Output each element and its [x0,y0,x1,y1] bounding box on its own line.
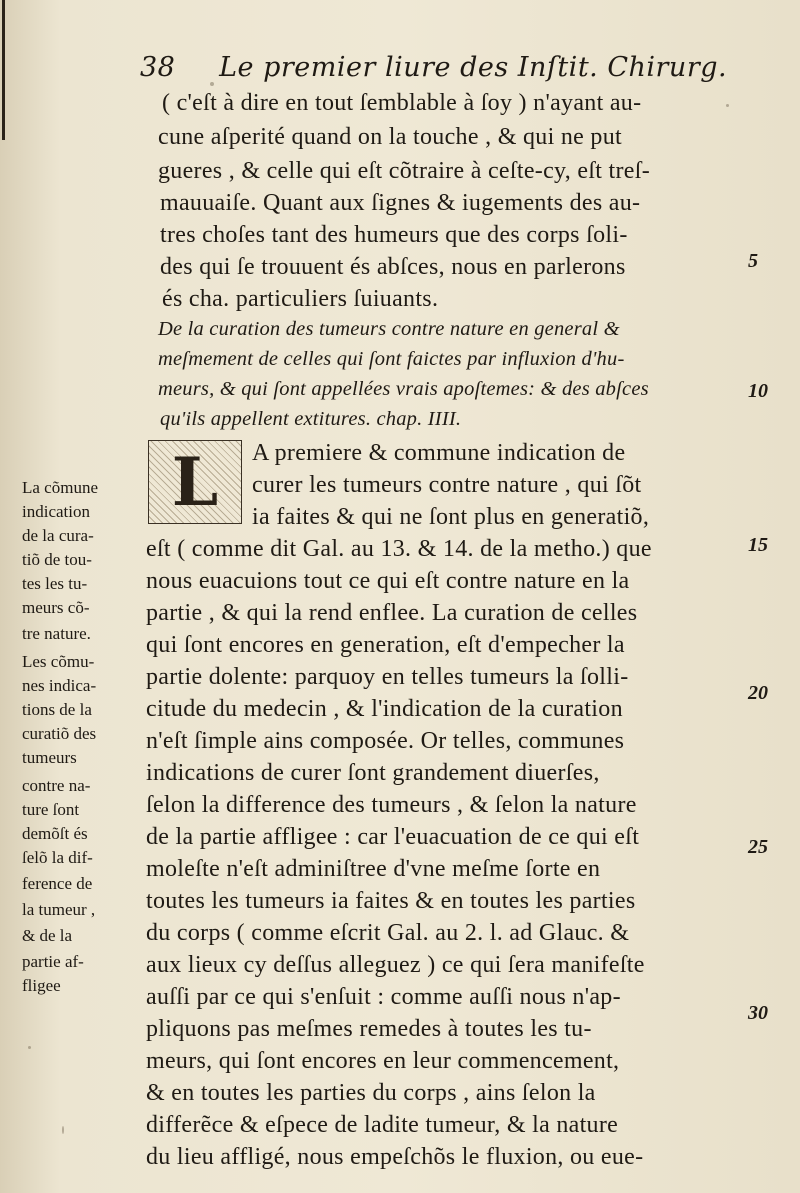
margin-note: & de la [22,926,73,945]
text-line: mauuaiſe. Quant aux ſignes & iugements des au- [160,190,641,216]
margin-note: Les cõmu- [22,652,95,671]
text-line: indications de curer ſont grandement diuerſes, [146,760,600,786]
running-title: Le premier liure des Inſtit. Chirurg. [219,52,728,83]
text-line: partie , & qui la rend enflee. La curation de celles [146,600,638,626]
text-line: nous euacuions tout ce qui eſt contre nature en la [146,568,630,594]
text-line: gueres , & celle qui eſt cõtraire à ceſte-cy, eſt treſ- [158,158,651,184]
text-line: qui ſont encores en generation, eſt d'empecher la [146,632,625,658]
text-line: cune aſperité quand on la touche , & qui ne put [158,124,622,150]
margin-note: tions de la [22,700,92,719]
margin-note: tes les tu- [22,574,88,593]
margin-note: tumeurs [22,748,77,767]
text-line: toutes les tumeurs ia faites & en toutes les parties [146,888,636,914]
margin-note: fligee [22,976,61,995]
paper-speck [28,1046,31,1049]
margin-note: contre na- [22,776,91,795]
chapter-heading-line: meſmement de celles qui ſont faictes par influxion d'hu- [158,348,625,370]
text-line: eſt ( comme dit Gal. au 13. & 14. de la metho.) que [146,536,652,562]
folio-number: 38 [140,52,176,83]
margin-note: curatiõ des [22,724,97,743]
decorated-initial: L [148,440,242,524]
margin-note: La cõmune [22,478,98,497]
text-line: n'eſt ſimple ains composée. Or telles, communes [146,728,625,754]
margin-note: de la cura- [22,526,94,545]
chapter-heading-line: qu'ils appellent extitures. chap. IIII. [160,408,462,430]
margin-note: ference de [22,874,93,893]
paper-speck [726,104,729,107]
text-line: curer les tumeurs contre nature , qui ſõt [252,472,642,498]
text-line: du corps ( comme eſcrit Gal. au 2. l. ad Glauc. & [146,920,630,946]
binding-edge [2,0,5,140]
paper-speck [210,82,214,86]
text-line: ſelon la difference des tumeurs , & ſelon la nature [146,792,637,818]
margin-note: ſelõ la dif- [22,848,93,867]
chapter-heading-line: De la curation des tumeurs contre nature en general & [158,318,620,340]
text-line: differẽce & eſpece de ladite tumeur, & la nature [146,1112,619,1138]
line-number: 5 [748,250,758,272]
text-line: & en toutes les parties du corps , ains ſelon la [146,1080,596,1106]
text-line: du lieu affligé, nous empeſchõs le fluxion, ou eue- [146,1144,644,1170]
margin-note: indication [22,502,90,521]
text-line: de la partie affligee : car l'euacuation de ce qui eſt [146,824,640,850]
line-number: 15 [748,534,768,556]
margin-note: nes indica- [22,676,97,695]
text-line: ia faites & qui ne ſont plus en generatiõ, [252,504,650,530]
line-number: 20 [748,682,768,704]
line-number: 30 [748,1002,768,1024]
margin-note: tre nature. [22,624,91,643]
chapter-heading-line: meurs, & qui ſont appellées vrais apoſtemes: & des abſces [158,378,649,400]
text-line: moleſte n'eſt adminiſtree d'vne meſme ſorte en [146,856,601,882]
margin-note: ture ſont [22,800,80,819]
paper-speck [62,1126,64,1134]
margin-note: partie af- [22,952,84,971]
text-line: des qui ſe trouuent és abſces, nous en parlerons [160,254,626,280]
text-line: tres choſes tant des humeurs que des corps ſoli- [160,222,628,248]
margin-note: meurs cõ- [22,598,90,617]
text-line: A premiere & commune indication de [252,440,626,466]
margin-note: demõſt és [22,824,88,843]
text-line: pliquons pas meſmes remedes à toutes les tu- [146,1016,592,1042]
text-line: meurs, qui ſont encores en leur commencement, [146,1048,620,1074]
text-line: és cha. particuliers ſuiuants. [162,286,439,312]
margin-note: tiõ de tou- [22,550,92,569]
text-line: partie dolente: parquoy en telles tumeurs la ſolli- [146,664,629,690]
line-number: 25 [748,836,768,858]
line-number: 10 [748,380,768,402]
text-line: citude du medecin , & l'indication de la curation [146,696,623,722]
text-line: auſſi par ce qui s'enſuit : comme auſſi nous n'ap- [146,984,621,1010]
margin-note: la tumeur , [22,900,96,919]
text-line: ( c'eſt à dire en tout ſemblable à ſoy ) n'ayant au- [162,90,642,116]
page-header [140,52,728,92]
text-line: aux lieux cy deſſus alleguez ) ce qui ſera manifeſte [146,952,645,978]
